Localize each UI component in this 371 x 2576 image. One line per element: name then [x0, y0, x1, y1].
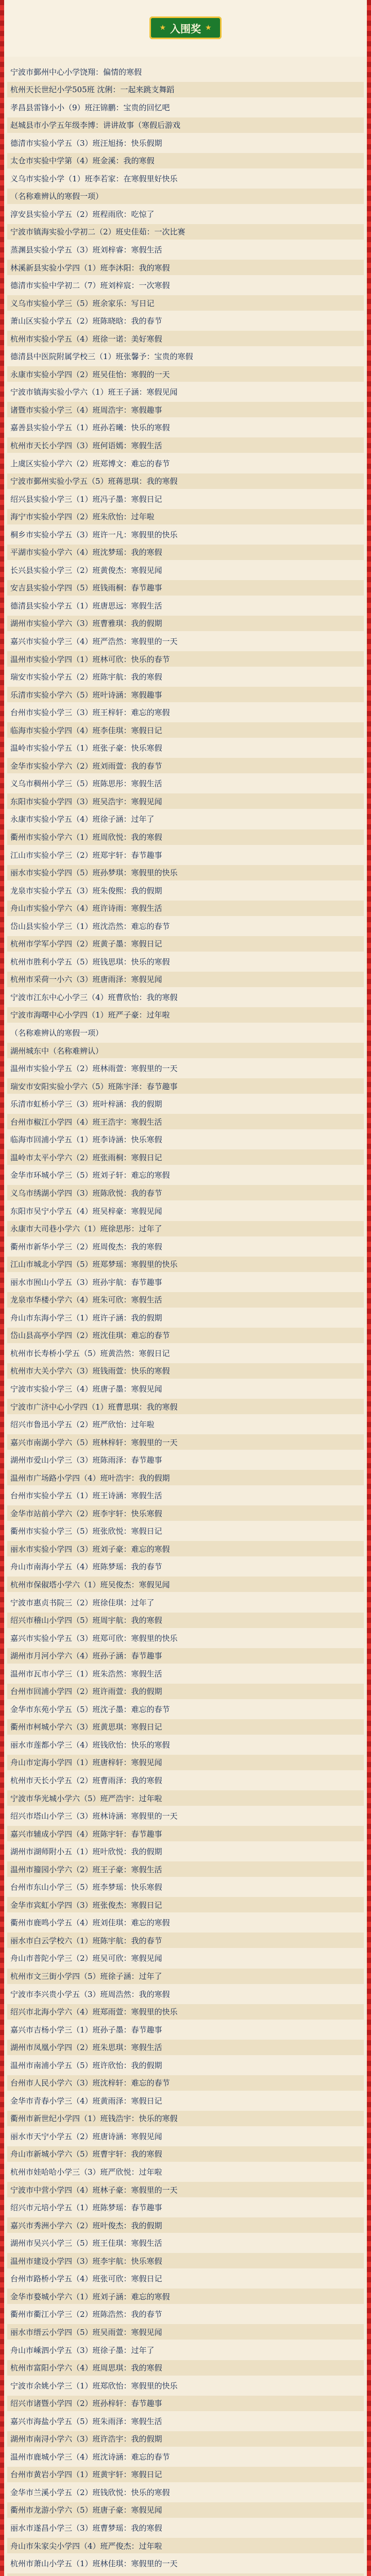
- list-item: [7, 2573, 364, 2576]
- list-item: [7, 1292, 364, 1308]
- list-item: [7, 1844, 364, 1859]
- list-item: [7, 473, 364, 489]
- entry-text: 湖州市实验小学六（3）班曹雅琪：我的假期: [10, 619, 162, 629]
- entry-text: 德清市实验小学五（3）班汪旭扬：快乐假期: [10, 138, 162, 148]
- entry-text: 赵城县市小学五年级李博：讲讲故事（寒假后游戏: [10, 121, 181, 130]
- entry-text: 嘉善县实验小学五（1）班孙若曦：快乐的寒假: [10, 423, 170, 433]
- entry-text: 杭州市长寿桥小学五（5）班黄浩然：寒假日记: [10, 1348, 170, 1358]
- list-item: [7, 972, 364, 987]
- entry-text: 平湖市实验小学六（4）班沈梦瑶：我的寒假: [10, 548, 162, 557]
- entry-text: 临海市实验小学四（4）班李佳琪：寒假日记: [10, 725, 162, 735]
- entry-text: 宁波市惠贞书院三（2）班徐佳琪：过年了: [10, 1598, 155, 1607]
- list-item: [7, 2111, 364, 2126]
- entry-text: 台州市椒江小学四（4）班王浩宇：寒假生活: [10, 1117, 162, 1127]
- entry-text: 义乌市实验小学（1）班李若家：在寒假里好快乐: [10, 174, 178, 183]
- list-item: [7, 260, 364, 275]
- entry-text: 舟山市定海小学四（1）班唐梓轩：寒假见闻: [10, 1758, 162, 1768]
- entry-text: 杭州市采荷一小六（3）班唐雨泽：寒假见闻: [10, 975, 162, 985]
- entry-text: 衢州市新华小学三（2）班周俊杰：我的寒假: [10, 1242, 162, 1251]
- list-item: [7, 2182, 364, 2197]
- entry-text: 金华市东苑小学五（5）班沈子墨：难忘的春节: [10, 1704, 170, 1714]
- entry-text: 衢州市鹿鸣小学五（4）班刘佳琪：难忘的寒假: [10, 1918, 170, 1928]
- entry-text: 丽水市天宁小学五（2）班唐诗涵：寒假见闻: [10, 2131, 162, 2141]
- entry-text: 湖州市吴兴小学三（5）班王佳琪：寒假生活: [10, 2239, 162, 2248]
- entry-text: 杭州市实验小学五（4）班徐一诺：美好寒假: [10, 334, 162, 344]
- list-item: [7, 1951, 364, 1966]
- list-item: [7, 1434, 364, 1450]
- entry-text: 杭州市保俶塔小学六（1）班吴俊杰：寒假见闻: [10, 1580, 170, 1589]
- entry-text: 温岭市太平小学六（2）班张雨桐：寒假日记: [10, 1153, 162, 1162]
- entry-text: 乐清市实验小学六（5）班叶诗涵：寒假趣事: [10, 690, 162, 700]
- list-item: [7, 1861, 364, 1877]
- list-item: [7, 224, 364, 240]
- list-item: [7, 1345, 364, 1361]
- entry-text: 台州市东山小学三（5）班李梦瑶：快乐寒假: [10, 1883, 162, 1892]
- entry-text: 永康市大司巷小学六（1）班徐思彤：过年了: [10, 1224, 162, 1234]
- entry-text: 德清市实验中学初二（7）班刘梓宸：一次寒假: [10, 281, 170, 291]
- list-item: [7, 2449, 364, 2464]
- list-item: [7, 2146, 364, 2162]
- entry-text: 绍兴市北海小学六（4）班郑雨萱：寒假里的快乐: [10, 2007, 178, 2017]
- entry-text: 蒸渊县实验小学五（3）班刘梓睿：寒假生活: [10, 245, 162, 255]
- entry-text: 绍兴市稽山小学四（5）班周宇航：我的寒假: [10, 1616, 162, 1625]
- list-item: [7, 64, 364, 79]
- entry-text: 乐清市虹桥小学三（3）班叶梓涵：我的假期: [10, 1099, 162, 1109]
- list-item: [7, 527, 364, 542]
- list-item: [7, 1541, 364, 1556]
- list-item: [7, 2022, 364, 2037]
- entry-text: 台州市黄岩小学四（1）班黄宇轩：寒假日记: [10, 2470, 162, 2480]
- list-item: [7, 99, 364, 115]
- list-item: [7, 402, 364, 417]
- entry-text: 杭州市萧山小学五（1）班林佳琪：寒假里的一天: [10, 2559, 178, 2569]
- list-item: [7, 2200, 364, 2215]
- entry-text: 太仓市实验中学第（4）班金溪：我的寒假: [10, 156, 155, 166]
- list-item: [7, 117, 364, 133]
- list-item: [7, 2128, 364, 2144]
- list-item: [7, 687, 364, 702]
- list-item: [7, 171, 364, 186]
- list-item: [7, 82, 364, 97]
- entry-text: 江山市实验小学三（2）班郑宇轩：春节趣事: [10, 850, 162, 860]
- list-item: [7, 153, 364, 168]
- entry-text: 安吉县实验小学四（5）班钱雨桐：春节趣事: [10, 583, 162, 593]
- list-item: [7, 2075, 364, 2091]
- list-item: [7, 2556, 364, 2571]
- list-item: [7, 651, 364, 667]
- entry-text: 宁波市广济中心小学四（1）班曹思琪：我的寒假: [10, 1402, 178, 1412]
- award-title-badge: [149, 16, 222, 39]
- list-item: [7, 491, 364, 506]
- entry-text: 丽水市实验小学四（5）班孙梦琪：寒假里的快乐: [10, 868, 178, 878]
- list-item: [7, 2289, 364, 2304]
- entry-text: 湖州市湖师附小五（1）班叶欣悦：我的假期: [10, 1847, 162, 1857]
- entry-text: 义乌市实验小学三（5）班余家乐：写日记: [10, 298, 155, 308]
- list-item: [7, 313, 364, 329]
- entry-text: 龙泉市华楼小学六（4）班朱可欣：寒假生活: [10, 1295, 162, 1305]
- list-item: [7, 616, 364, 631]
- list-item: [7, 2093, 364, 2108]
- entry-text: 永康市实验小学四（2）班吴佳怡：寒假的一天: [10, 369, 170, 379]
- entry-text: 杭州市天长小学五（2）班曹雨泽：我的寒假: [10, 1776, 162, 1785]
- list-item: [7, 1149, 364, 1165]
- list-item: [7, 634, 364, 649]
- list-item: [7, 1737, 364, 1752]
- entry-text: 温州市籀园小学六（2）班王子豪：寒假生活: [10, 1865, 162, 1874]
- list-item: [7, 1221, 364, 1236]
- list-item: [7, 989, 364, 1005]
- list-item: [7, 331, 364, 346]
- entry-text: 瑞安市实验小学五（2）班陈宇航：我的寒假: [10, 672, 162, 682]
- entry-text: 宁波市镇海实验小学初二（2）班史佳茹：一次比赛: [10, 227, 185, 237]
- list-item: [7, 2040, 364, 2055]
- list-item: [7, 811, 364, 827]
- list-item: [7, 1559, 364, 1574]
- list-item: [7, 1061, 364, 1076]
- entry-text: 岱山县实验小学三（1）班沈浩然：难忘的春节: [10, 921, 170, 931]
- entry-text: 舟山市新城小学六（5）班曹宇轩：我的寒假: [10, 2149, 162, 2159]
- entry-text: 丽水市莲都小学三（4）班钱欣怡：快乐的寒假: [10, 1740, 170, 1750]
- list-item: [7, 1096, 364, 1112]
- entry-text: 台州市回浦小学四（2）班许雨萱：我的假期: [10, 1687, 162, 1697]
- list-item: [7, 1773, 364, 1788]
- entry-text: 嘉兴市海盐小学五（5）班朱雨泽：寒假生活: [10, 2416, 162, 2426]
- entry-text: 龙泉市实验小学五（3）班朱俊熙：我的假期: [10, 886, 162, 895]
- star-icon: ★: [159, 24, 166, 32]
- entry-text: 杭州天长世纪小学505班 沈俐：一起来跳支舞蹈: [10, 85, 175, 95]
- list-item: [7, 420, 364, 435]
- entry-text: （名称难辨认的寒假一项）: [10, 192, 104, 201]
- entry-text: 丽水市缙云小学四（5）班吴雨萱：寒假见闻: [10, 2327, 162, 2337]
- entry-text: 桐乡市实验小学五（3）班许一凡：寒假里的快乐: [10, 530, 178, 539]
- list-item: [7, 562, 364, 578]
- list-item: [7, 242, 364, 257]
- list-item: [7, 1025, 364, 1041]
- list-item: [7, 740, 364, 756]
- list-item: [7, 1933, 364, 1948]
- entry-text: 杭州市大关小学六（3）班钱雨萱：快乐的寒假: [10, 1366, 170, 1376]
- entry-text: 临海市回浦小学五（1）班李诗涵：快乐寒假: [10, 1135, 162, 1145]
- list-item: [7, 1132, 364, 1147]
- entry-text: 杭州市文三街小学四（5）班徐子涵：过年了: [10, 1972, 162, 1981]
- entry-text: 义乌市绣湖小学四（3）班陈欣悦：我的春节: [10, 1188, 162, 1198]
- list-item: [7, 206, 364, 222]
- entry-text: 金华市环城小学三（5）班刘子轩：难忘的寒假: [10, 1171, 170, 1180]
- header-area: [4, 0, 367, 57]
- star-icon: ★: [205, 24, 212, 32]
- list-item: [7, 1470, 364, 1485]
- entry-text: 温州市鹿城小学三（4）班沈诗涵：难忘的春节: [10, 2452, 170, 2462]
- entry-text: 舟山市实验小学六（4）班许诗雨：寒假生活: [10, 904, 162, 913]
- list-item: [7, 1648, 364, 1664]
- entry-text: 杭州市天长小学四（3）班何语嫣：寒假生活: [10, 440, 162, 450]
- list-item: [7, 1897, 364, 1912]
- entry-text: 温州市实验小学四（1）班林可欣：快乐的春节: [10, 654, 170, 664]
- list-item: [7, 580, 364, 596]
- list-item: [7, 1488, 364, 1503]
- list-item: [7, 545, 364, 560]
- list-item: [7, 295, 364, 311]
- entry-text: 衢州市龙游小学六（5）班唐子豪：寒假见闻: [10, 2505, 162, 2515]
- list-item: [7, 1363, 364, 1379]
- entry-text: 丽水市囿山小学五（3）班孙宇航：春节趣事: [10, 1277, 162, 1287]
- list-item: [7, 722, 364, 738]
- entry-text: 江山市城北小学四（5）班郑梦瑶：寒假里的快乐: [10, 1260, 178, 1269]
- entry-text: 嘉兴市辅成小学四（4）班陈宇轩：春节趣事: [10, 1829, 162, 1839]
- list-item: [7, 2484, 364, 2500]
- list-item: [7, 1613, 364, 1628]
- entry-text: 金华市实验小学六（2）班刘雨萱：我的春节: [10, 761, 162, 771]
- entry-text: 湖州城东中（名称难辨认）: [10, 1046, 104, 1056]
- list-item: [7, 2396, 364, 2411]
- list-item: [7, 384, 364, 400]
- entry-text: 东阳市实验小学四（3）班吴浩宇：寒假见闻: [10, 796, 162, 806]
- entry-text: 宁波市实验小学三（4）班唐子墨：寒假见闻: [10, 1384, 162, 1394]
- winners-list: [7, 64, 364, 2576]
- entry-text: 湖州市南浔小学六（3）班许浩宇：我的假期: [10, 2434, 162, 2444]
- entry-text: 湖州市月河小学六（4）班孙子涵：春节趣事: [10, 1651, 162, 1661]
- entry-text: 温州市南浦小学五（5）班许欣怡：我的假期: [10, 2060, 162, 2070]
- list-item: [7, 1630, 364, 1646]
- list-item: [7, 776, 364, 791]
- list-item: [7, 1969, 364, 1984]
- entry-text: 台州市路桥小学五（4）班张可欣：寒假日记: [10, 2274, 162, 2284]
- list-item: [7, 1595, 364, 1610]
- list-item: [7, 1328, 364, 1343]
- entry-text: 萧山区实验小学五（2）班陈晓晗：我的春节: [10, 316, 162, 326]
- entry-text: 衢州市柯城小学六（3）班黄思琪：寒假日记: [10, 1722, 162, 1732]
- list-item: [7, 1167, 364, 1183]
- entry-text: 海宁市实验小学四（2）班朱欣怡：过年啦: [10, 512, 155, 522]
- list-item: [7, 135, 364, 150]
- list-item: [7, 1790, 364, 1806]
- right-border-stripe: [367, 0, 371, 2576]
- list-item: [7, 883, 364, 898]
- list-item: [7, 509, 364, 524]
- list-item: [7, 2360, 364, 2376]
- entry-text: 宁波市李兴贵小学五（3）班周浩然：我的寒假: [10, 1989, 170, 1999]
- list-item: [7, 2520, 364, 2535]
- entry-text: 金华市婺城小学六（1）班刘子涵：难忘的寒假: [10, 2292, 170, 2301]
- list-item: [7, 1826, 364, 1841]
- entry-text: 宁波市镇海实验小学六（1）班王子涵：寒假见闻: [10, 387, 178, 397]
- entry-text: 舟山市东海小学三（1）班许子涵：我的假期: [10, 1313, 162, 1323]
- entry-text: 德清县实验小学五（1）班唐思远：寒假生活: [10, 601, 162, 611]
- entry-text: 岱山县高亭小学四（2）班沈佳琪：难忘的春节: [10, 1331, 170, 1341]
- list-item: [7, 2502, 364, 2518]
- entry-text: 宁波市海曙中心小学四（1）班严子豪：过年啦: [10, 1010, 170, 1020]
- list-item: [7, 1523, 364, 1539]
- entry-text: 东阳市吴宁小学五（4）班吴梓豪：寒假见闻: [10, 1206, 162, 1216]
- list-item: [7, 1879, 364, 1895]
- entry-text: 金华市站前小学六（2）班李宇轩：快乐寒假: [10, 1509, 162, 1518]
- list-item: [7, 1043, 364, 1058]
- list-item: [7, 1915, 364, 1930]
- entry-text: 丽水市遂昌小学三（3）班曹梦瑶：我的寒假: [10, 2523, 162, 2533]
- list-item: [7, 1274, 364, 1290]
- list-item: [7, 1399, 364, 1414]
- list-item: [7, 1185, 364, 1200]
- entry-text: 台州市实验小学三（3）班王梓轩：难忘的寒假: [10, 708, 170, 718]
- entry-text: 嘉兴市实验小学五（3）班郑可欣：寒假里的快乐: [10, 1633, 178, 1643]
- entry-text: 温州市广场路小学四（4）班叶浩宇：我的假期: [10, 1473, 170, 1483]
- list-item: [7, 1684, 364, 1699]
- list-item: [7, 1719, 364, 1735]
- entry-text: 宁波市鄞州中心小学饶翔：偏情的寒假: [10, 67, 142, 77]
- list-item: [7, 901, 364, 916]
- entry-text: 舟山市嵊泗小学五（3）班徐子墨：过年了: [10, 2345, 155, 2355]
- list-item: [7, 2342, 364, 2358]
- entry-text: 衢州市衢江小学三（2）班陈浩然：我的春节: [10, 2310, 162, 2319]
- entry-text: 宁波市江东中心小学三（4）班曹欣怡：我的寒假: [10, 992, 178, 1002]
- entry-text: 丽水市白云学校六（1）班陈宇航：我的春节: [10, 1936, 162, 1945]
- entry-text: 金华市青春小学三（4）班黄雨泽：寒假日记: [10, 2096, 162, 2106]
- list-item: [7, 793, 364, 809]
- list-item: [7, 936, 364, 952]
- list-item: [7, 1701, 364, 1717]
- entry-text: 杭州市富阳小学六（4）班周思琪：我的寒假: [10, 2363, 162, 2373]
- entry-text: 湖州市爱山小学三（3）班陈雨泽：春节趣事: [10, 1455, 162, 1465]
- list-item: [7, 2004, 364, 2020]
- entry-text: 杭州市学军小学四（2）班黄子墨：寒假日记: [10, 939, 162, 949]
- entry-text: 绍兴市塔山小学三（3）班林诗涵：寒假里的一天: [10, 1811, 178, 1821]
- list-item: [7, 1007, 364, 1023]
- list-item: [7, 1203, 364, 1218]
- entry-text: 义乌市稠州小学三（5）班陈思彤：寒假生活: [10, 779, 162, 789]
- list-item: [7, 1381, 364, 1396]
- entry-text: （名称难辨认的寒假一项）: [10, 1028, 104, 1038]
- list-item: [7, 2057, 364, 2073]
- left-border-stripe: [0, 0, 4, 2576]
- list-item: [7, 598, 364, 613]
- entry-text: 孝昌县雷锋小小（9）班汪锦鹏：宝贵的回忆吧: [10, 103, 170, 112]
- entry-text: 宁波市华光城小学六（5）班严浩宇：过年啦: [10, 1793, 162, 1803]
- list-item: [7, 1257, 364, 1272]
- entry-text: 淳安县实验小学五（2）班程雨欣：吃惊了: [10, 209, 155, 219]
- list-item: [7, 2217, 364, 2233]
- list-item: [7, 954, 364, 969]
- list-item: [7, 2431, 364, 2447]
- list-item: [7, 2271, 364, 2286]
- list-item: [7, 189, 364, 204]
- list-item: [7, 2235, 364, 2251]
- entry-text: 台州市实验小学五（1）班王诗涵：寒假生活: [10, 1491, 162, 1501]
- entry-text: 衢州市新世纪小学四（1）班钱浩宇：快乐的寒假: [10, 2114, 178, 2124]
- entry-text: 德清县中医院附属学校三（1）班张馨予：宝贵的寒假: [10, 352, 193, 362]
- list-item: [7, 669, 364, 685]
- entry-text: 温州市建设小学四（3）班李宇航：快乐寒假: [10, 2256, 162, 2266]
- entry-text: 嘉兴市实验小学三（4）班严浩然：寒假里的一天: [10, 637, 178, 646]
- list-item: [7, 1986, 364, 2002]
- list-item: [7, 2307, 364, 2322]
- entry-text: 舟山市普陀小学三（2）班吴可欣：寒假见闻: [10, 1954, 162, 1963]
- list-item: [7, 1808, 364, 1824]
- entry-text: 金华市兰溪小学五（2）班钱欣悦：快乐的寒假: [10, 2487, 170, 2497]
- list-item: [7, 1505, 364, 1521]
- list-item: [7, 2164, 364, 2180]
- list-item: [7, 1310, 364, 1325]
- entry-text: 绍兴市鲁迅小学五（2）班严欣怡：过年啦: [10, 1420, 155, 1430]
- list-item: [7, 2467, 364, 2482]
- entry-text: 金华市宾虹小学四（3）班张俊杰：寒假日记: [10, 1900, 162, 1910]
- list-item: [7, 1417, 364, 1432]
- entry-text: 舟山市朱家尖小学四（4）班严俊杰：过年啦: [10, 2541, 162, 2551]
- entry-text: 宁波市余姚小学三（1）班郑欣怡：寒假里的快乐: [10, 2381, 178, 2391]
- entry-text: 瑞安市安阳实验小学六（5）班陈宇泽：春节趣事: [10, 1081, 178, 1091]
- award-title: 入围奖: [170, 22, 201, 35]
- list-item: [7, 455, 364, 471]
- entry-text: 丽水市实验小学四（3）班刘子豪：难忘的寒假: [10, 1544, 170, 1554]
- list-item: [7, 437, 364, 453]
- list-item: [7, 2324, 364, 2340]
- list-item: [7, 1666, 364, 1681]
- entry-text: 杭州市胜利小学五（5）班钱思琪：快乐的寒假: [10, 957, 170, 967]
- entry-text: 衢州市实验小学三（5）班张欣悦：寒假日记: [10, 1527, 162, 1536]
- list-item: [7, 1078, 364, 1094]
- list-item: [7, 1114, 364, 1129]
- entry-text: 嘉兴市吉杨小学三（1）班孙子墨：春节趣事: [10, 2025, 162, 2035]
- list-item: [7, 1239, 364, 1254]
- list-item: [7, 847, 364, 862]
- list-item: [7, 1755, 364, 1770]
- entry-text: 永康市实验小学五（4）班徐子涵：过年了: [10, 815, 155, 824]
- list-item: [7, 349, 364, 364]
- entry-text: 嘉兴市秀洲小学六（2）班叶俊杰：我的假期: [10, 2221, 162, 2230]
- entry-text: 台州市人民小学六（3）班沈梓轩：难忘的春节: [10, 2078, 170, 2088]
- entry-text: 温州市瓦市小学三（1）班朱浩然：寒假生活: [10, 1669, 162, 1679]
- list-item: [7, 1452, 364, 1468]
- entry-text: 绍兴县实验小学三（1）班冯子墨：寒假日记: [10, 494, 162, 504]
- entry-text: 湖州市凤凰小学四（2）班朱思琪：寒假生活: [10, 2043, 162, 2053]
- entry-text: 舟山市南海小学五（4）班陈梦瑶：我的春节: [10, 1562, 162, 1572]
- entry-text: 诸暨市实验小学三（4）班周浩宇：寒假趣事: [10, 405, 162, 415]
- list-item: [7, 2413, 364, 2429]
- list-item: [7, 705, 364, 720]
- entry-text: 绍兴市诸暨小学四（2）班孙梓轩：春节趣事: [10, 2399, 162, 2409]
- entry-text: 绍兴市元培小学五（1）班陈梦瑶：春节趣事: [10, 2203, 162, 2213]
- entry-text: 杭州市娃哈哈小学三（3）班严欣悦：过年啦: [10, 2167, 162, 2177]
- list-item: [7, 366, 364, 382]
- list-item: [7, 918, 364, 934]
- list-item: [7, 865, 364, 880]
- list-item: [7, 2538, 364, 2553]
- entry-text: 衢州市实验小学六（1）班周欣悦：我的寒假: [10, 833, 162, 842]
- entry-text: 宁波市中营小学四（4）班林子豪：寒假里的一天: [10, 2185, 178, 2195]
- list-item: [7, 2378, 364, 2393]
- list-item: [7, 1577, 364, 1592]
- entry-text: 宁波市鄞州实验小学五（5）班蒋思琪：我的寒假: [10, 477, 178, 486]
- entry-text: 长兴县实验小学三（2）班黄俊杰：寒假见闻: [10, 565, 162, 575]
- list-item: [7, 278, 364, 293]
- list-item: [7, 758, 364, 773]
- entry-text: 温岭市实验小学五（1）班张子豪：快乐寒假: [10, 743, 162, 753]
- entry-text: 嘉兴市南湖小学六（5）班林梓轩：寒假里的一天: [10, 1437, 178, 1447]
- entry-text: 温州市实验小学五（2）班林雨萱：寒假里的一天: [10, 1064, 178, 1074]
- list-item: [7, 2253, 364, 2268]
- list-item: [7, 829, 364, 845]
- entry-text: 林溪新县实验小学四（1）班李沐阳：我的寒假: [10, 263, 170, 273]
- entry-text: 上虞区实验小学六（2）班郑博文：难忘的春节: [10, 459, 170, 468]
